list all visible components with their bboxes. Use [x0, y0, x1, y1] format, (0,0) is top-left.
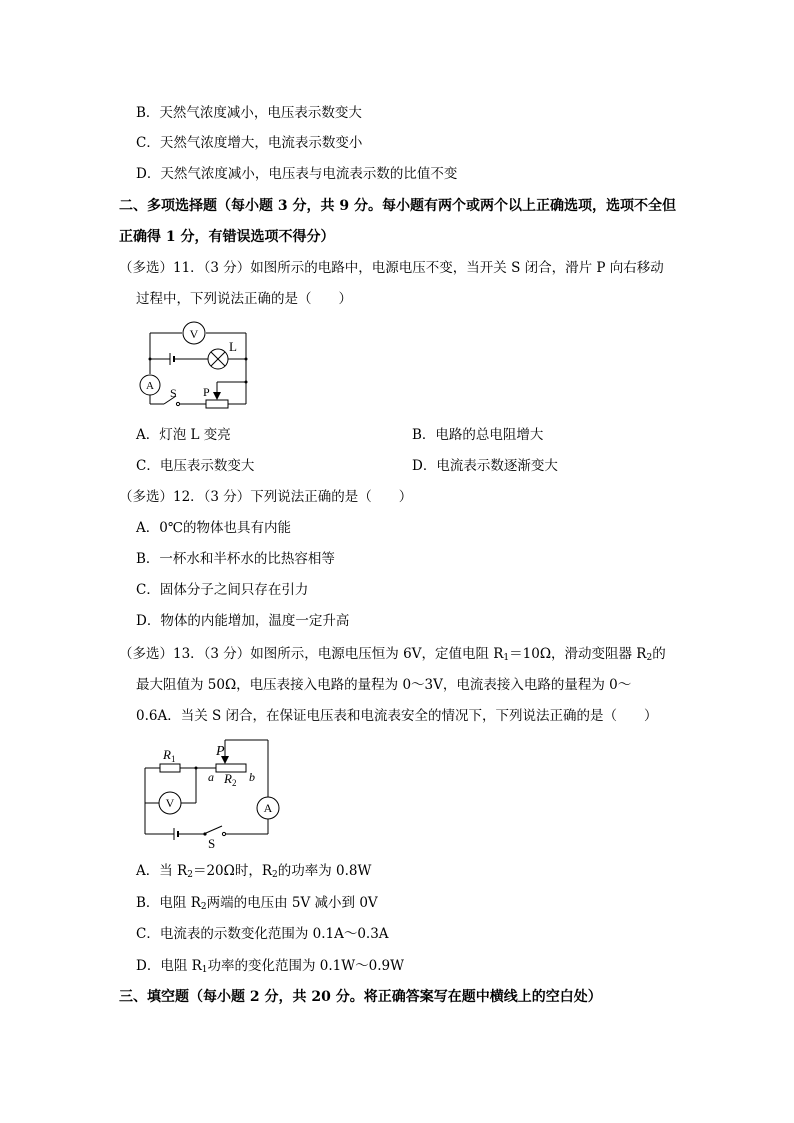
- q11-lamp-label: L: [229, 339, 237, 354]
- q12-option-a: A．0℃的物体也具有内能: [136, 520, 291, 536]
- q12-option-d: D．物体的内能增加，温度一定升高: [136, 613, 350, 629]
- section3-heading: 三、填空题（每小题 2 分，共 20 分。将正确答案写在题中横线上的空白处）: [119, 989, 602, 1005]
- q11-stem-line1: （多选）11．（3 分）如图所示的电路中，电源电压不变，当开关 S 闭合，滑片 P 向右移动: [119, 260, 664, 276]
- q13-voltmeter-label: V: [165, 796, 175, 810]
- q13-stem-line3: 0.6A．当关 S 闭合，在保证电压表和电流表安全的情况下，下列说法正确的是（ ）: [136, 708, 658, 724]
- q11-circuit-diagram: [136, 318, 256, 414]
- q10-option-b: B．天然气浓度减小，电压表示数变大: [136, 105, 362, 121]
- q13-option-b: B．电阻 $R_2$两端的电压由 5V 减小到 0V: [136, 895, 378, 912]
- q13-terminal-b-label: b: [249, 770, 255, 784]
- q13-stem-line2: 最大阻值为 50Ω，电压表接入电路的量程为 0～3V，电流表接入电路的量程为 0～: [136, 677, 632, 693]
- q11-option-b: B．电路的总电阻增大: [412, 427, 544, 443]
- q13-switch-label: S: [208, 836, 216, 850]
- q13-option-c: C．电流表的示数变化范围为 0.1A～0.3A: [136, 926, 389, 942]
- q13-option-a: A．当 $R_2=20\Omega$时，$R_2$的功率为 0.8W: [136, 863, 372, 880]
- q13-circuit-diagram: [136, 734, 296, 850]
- q11-option-d: D．电流表示数逐渐变大: [412, 458, 558, 474]
- section2-heading-line1: 二、多项选择题（每小题 3 分，共 9 分。每小题有两个或两个以上正确选项，选项不全但: [119, 198, 676, 214]
- q13-option-d: D．电阻 $R_1$功率的变化范围为 0.1W～0.9W: [136, 958, 404, 975]
- q10-option-c: C．天然气浓度增大，电流表示数变小: [136, 135, 363, 151]
- q13-r1-label: $R_1$: [163, 747, 176, 764]
- q12-option-c: C．固体分子之间只存在引力: [136, 582, 309, 598]
- q13-terminal-a-label: a: [208, 770, 214, 784]
- section2-heading-line2: 正确得 1 分，有错误选项不得分）: [119, 229, 335, 245]
- q13-slider-label: P: [216, 744, 225, 759]
- q12-option-b: B．一杯水和半杯水的比热容相等: [136, 551, 335, 567]
- q11-voltmeter-label: V: [189, 327, 199, 341]
- q11-ammeter-label: A: [146, 380, 154, 392]
- q10-option-d: D．天然气浓度减小，电压表与电流表示数的比值不变: [136, 166, 458, 182]
- q11-option-a: A．灯泡 L 变亮: [136, 427, 231, 443]
- q11-option-c: C．电压表示数变大: [136, 458, 255, 474]
- q11-stem-line2: 过程中，下列说法正确的是（ ）: [136, 291, 352, 307]
- q13-r2-label: $R_2$: [224, 771, 237, 788]
- q12-stem: （多选）12．（3 分）下列说法正确的是（ ）: [119, 489, 413, 505]
- q13-stem-line1: （多选）13．（3 分）如图所示，电源电压恒为 6V，定值电阻 $R_1=10\Omega$，滑动变阻器 $R_2$的: [119, 646, 666, 663]
- q11-slider-label: P: [203, 385, 210, 399]
- q11-switch-label: S: [170, 386, 177, 400]
- q13-ammeter-label: A: [263, 801, 273, 815]
